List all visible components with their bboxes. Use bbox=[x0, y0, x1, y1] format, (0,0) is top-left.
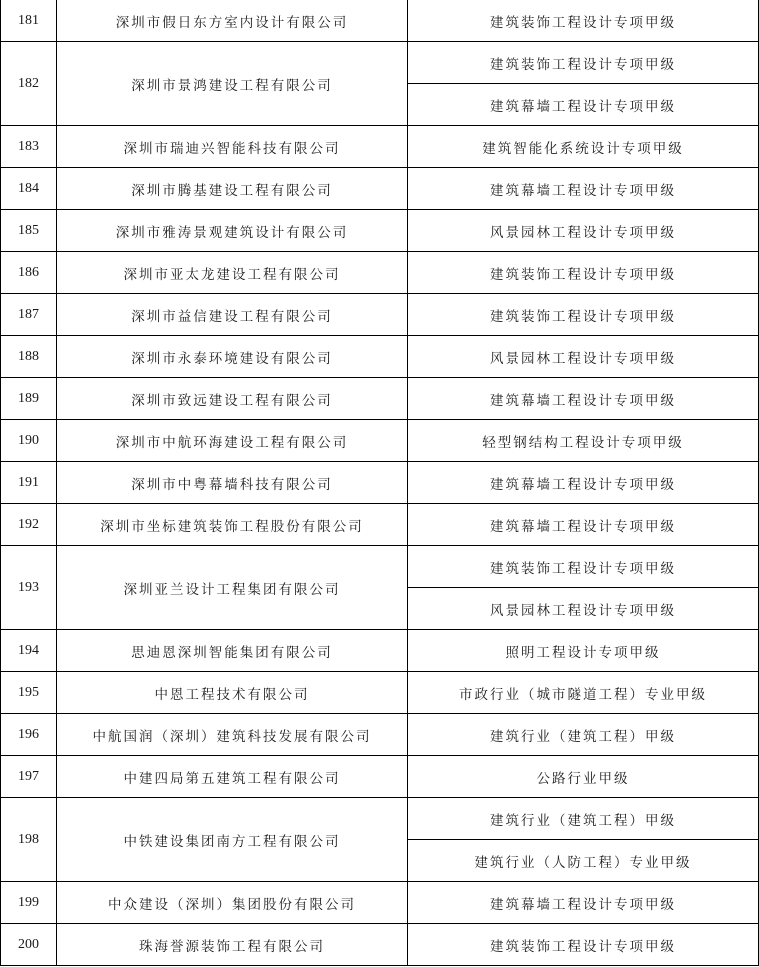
company-name: 深圳市假日东方室内设计有限公司 bbox=[57, 0, 408, 42]
table-row bbox=[1, 462, 759, 504]
row-number: 185 bbox=[1, 210, 57, 252]
qualification-level: 风景园林工程设计专项甲级 bbox=[408, 588, 759, 630]
row-number: 190 bbox=[1, 420, 57, 462]
qualification-level: 风景园林工程设计专项甲级 bbox=[408, 210, 759, 252]
table-row bbox=[1, 42, 759, 84]
qualification-level: 公路行业甲级 bbox=[408, 756, 759, 798]
company-name: 中航国润（深圳）建筑科技发展有限公司 bbox=[57, 714, 408, 756]
table-row bbox=[1, 252, 759, 294]
row-number: 196 bbox=[1, 714, 57, 756]
row-number: 193 bbox=[1, 546, 57, 630]
table-row bbox=[1, 672, 759, 714]
row-number: 186 bbox=[1, 252, 57, 294]
row-number: 184 bbox=[1, 168, 57, 210]
company-name: 深圳市中粤幕墙科技有限公司 bbox=[57, 462, 408, 504]
qualification-level: 建筑幕墙工程设计专项甲级 bbox=[408, 168, 759, 210]
company-name: 中恩工程技术有限公司 bbox=[57, 672, 408, 714]
table-row bbox=[1, 294, 759, 336]
row-number: 181 bbox=[1, 0, 57, 42]
qualification-level: 建筑装饰工程设计专项甲级 bbox=[408, 0, 759, 42]
qualification-level: 建筑行业（人防工程）专业甲级 bbox=[408, 840, 759, 882]
row-number: 182 bbox=[1, 42, 57, 126]
table-body bbox=[1, 0, 759, 966]
table-row bbox=[1, 168, 759, 210]
company-name: 中众建设（深圳）集团股份有限公司 bbox=[57, 882, 408, 924]
row-number: 189 bbox=[1, 378, 57, 420]
row-number: 197 bbox=[1, 756, 57, 798]
table-row bbox=[1, 126, 759, 168]
company-name: 深圳市景鸿建设工程有限公司 bbox=[57, 42, 408, 126]
table-row bbox=[1, 336, 759, 378]
qualification-level: 轻型钢结构工程设计专项甲级 bbox=[408, 420, 759, 462]
qualification-level: 风景园林工程设计专项甲级 bbox=[408, 336, 759, 378]
row-number: 187 bbox=[1, 294, 57, 336]
table-row bbox=[1, 0, 759, 42]
row-number: 199 bbox=[1, 882, 57, 924]
qualification-level: 建筑行业（建筑工程）甲级 bbox=[408, 714, 759, 756]
company-name: 深圳市中航环海建设工程有限公司 bbox=[57, 420, 408, 462]
company-name: 思迪恩深圳智能集团有限公司 bbox=[57, 630, 408, 672]
table-row bbox=[1, 924, 759, 966]
company-name: 深圳市腾基建设工程有限公司 bbox=[57, 168, 408, 210]
qualification-level: 建筑幕墙工程设计专项甲级 bbox=[408, 504, 759, 546]
qualification-level: 建筑幕墙工程设计专项甲级 bbox=[408, 378, 759, 420]
table-row bbox=[1, 210, 759, 252]
company-name: 深圳市坐标建筑装饰工程股份有限公司 bbox=[57, 504, 408, 546]
qualification-level: 建筑智能化系统设计专项甲级 bbox=[408, 126, 759, 168]
row-number: 192 bbox=[1, 504, 57, 546]
company-name: 深圳市亚太龙建设工程有限公司 bbox=[57, 252, 408, 294]
table-row bbox=[1, 546, 759, 588]
table-row bbox=[1, 714, 759, 756]
table-row bbox=[1, 882, 759, 924]
qualification-level: 建筑装饰工程设计专项甲级 bbox=[408, 294, 759, 336]
qualification-level: 建筑幕墙工程设计专项甲级 bbox=[408, 882, 759, 924]
qualification-level: 建筑装饰工程设计专项甲级 bbox=[408, 924, 759, 966]
company-name: 中铁建设集团南方工程有限公司 bbox=[57, 798, 408, 882]
company-name: 中建四局第五建筑工程有限公司 bbox=[57, 756, 408, 798]
qualification-level: 建筑幕墙工程设计专项甲级 bbox=[408, 462, 759, 504]
row-number: 195 bbox=[1, 672, 57, 714]
qualification-level: 建筑幕墙工程设计专项甲级 bbox=[408, 84, 759, 126]
qualification-level: 建筑行业（建筑工程）甲级 bbox=[408, 798, 759, 840]
row-number: 188 bbox=[1, 336, 57, 378]
row-number: 200 bbox=[1, 924, 57, 966]
table-row bbox=[1, 378, 759, 420]
table-row bbox=[1, 798, 759, 840]
qualification-level: 建筑装饰工程设计专项甲级 bbox=[408, 252, 759, 294]
table-row bbox=[1, 756, 759, 798]
row-number: 191 bbox=[1, 462, 57, 504]
row-number: 183 bbox=[1, 126, 57, 168]
row-number: 198 bbox=[1, 798, 57, 882]
company-name: 深圳市益信建设工程有限公司 bbox=[57, 294, 408, 336]
table-row bbox=[1, 420, 759, 462]
table-row bbox=[1, 630, 759, 672]
row-number: 194 bbox=[1, 630, 57, 672]
qualification-level: 建筑装饰工程设计专项甲级 bbox=[408, 546, 759, 588]
qualification-level: 市政行业（城市隧道工程）专业甲级 bbox=[408, 672, 759, 714]
company-name: 深圳亚兰设计工程集团有限公司 bbox=[57, 546, 408, 630]
company-name: 深圳市致远建设工程有限公司 bbox=[57, 378, 408, 420]
company-name: 深圳市瑞迪兴智能科技有限公司 bbox=[57, 126, 408, 168]
company-name: 深圳市永泰环境建设有限公司 bbox=[57, 336, 408, 378]
qualification-level: 照明工程设计专项甲级 bbox=[408, 630, 759, 672]
company-name: 珠海誉源装饰工程有限公司 bbox=[57, 924, 408, 966]
table-row bbox=[1, 504, 759, 546]
company-name: 深圳市雅涛景观建筑设计有限公司 bbox=[57, 210, 408, 252]
qualification-level: 建筑装饰工程设计专项甲级 bbox=[408, 42, 759, 84]
